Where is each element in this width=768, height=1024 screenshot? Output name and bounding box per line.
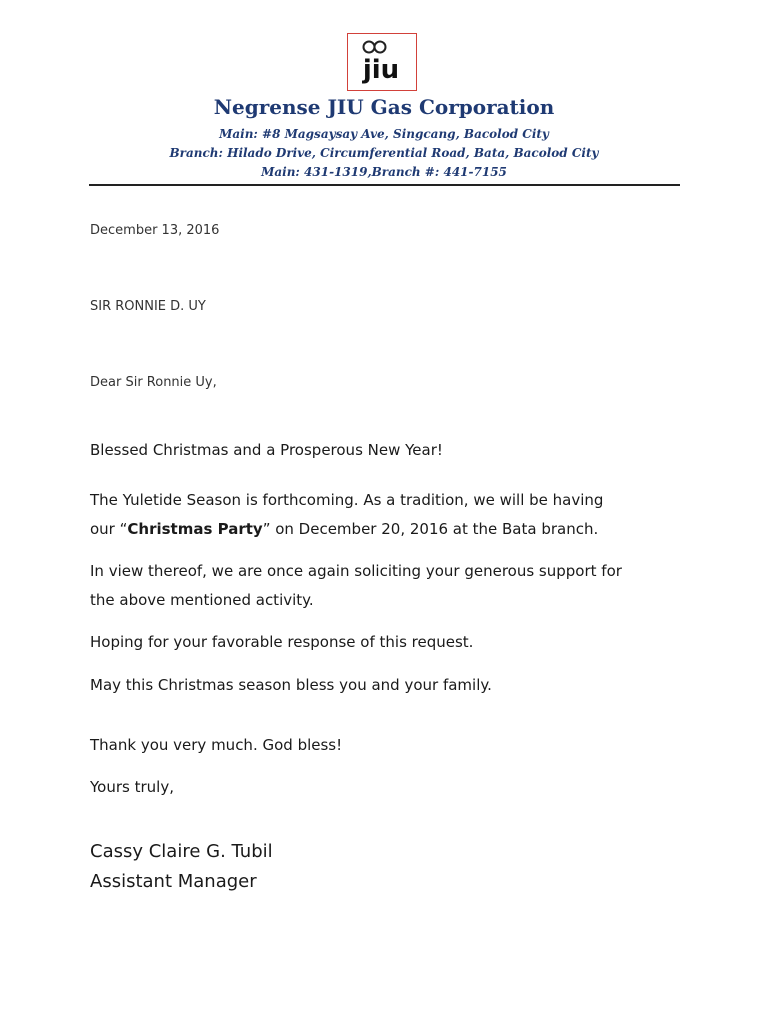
company-logo: [347, 33, 417, 91]
main-address: Main: #8 Magsaysay Ave, Singcang, Bacolod City: [219, 127, 549, 141]
thanks-line: Thank you very much. God bless!: [90, 736, 343, 754]
paragraph-1: [90, 486, 690, 544]
salutation: Dear Sir Ronnie Uy,: [90, 375, 217, 390]
phone-numbers: Main: 431-1319,Branch #: 441-7155: [261, 165, 507, 179]
paragraph-2-line-1: In view thereof, we are once again soliciting your generous support for: [90, 562, 622, 580]
paragraph-2: [90, 557, 690, 615]
christmas-party-emphasis: Christmas Party: [127, 520, 263, 538]
branch-address: Branch: Hilado Drive, Circumferential Road, Bata, Bacolod City: [169, 146, 599, 160]
paragraph-1-rest: ” on December 20, 2016 at the Bata branch.: [262, 520, 599, 538]
paragraph-2-line-2: the above mentioned activity.: [90, 591, 314, 609]
paragraph-3: Hoping for your favorable response of this request.: [90, 633, 474, 651]
letterhead-divider: [89, 184, 680, 186]
recipient: SIR RONNIE D. UY: [90, 299, 206, 314]
paragraph-1-line-2: [90, 515, 690, 544]
logo-text: jiu: [362, 55, 400, 85]
signer-title: Assistant Manager: [90, 871, 257, 892]
paragraph-4: May this Christmas season bless you and your family.: [90, 676, 492, 694]
logo-rings-icon: [348, 34, 415, 89]
paragraph-1-line-1: The Yuletide Season is forthcoming. As a tradition, we will be having: [90, 491, 604, 509]
quote-open: our “: [90, 520, 128, 538]
closing: Yours truly,: [90, 778, 174, 796]
signer-name: Cassy Claire G. Tubil: [90, 841, 273, 862]
company-name: Negrense JIU Gas Corporation: [213, 95, 555, 119]
greeting: Blessed Christmas and a Prosperous New Year!: [90, 441, 443, 459]
letter-date: December 13, 2016: [90, 223, 220, 238]
